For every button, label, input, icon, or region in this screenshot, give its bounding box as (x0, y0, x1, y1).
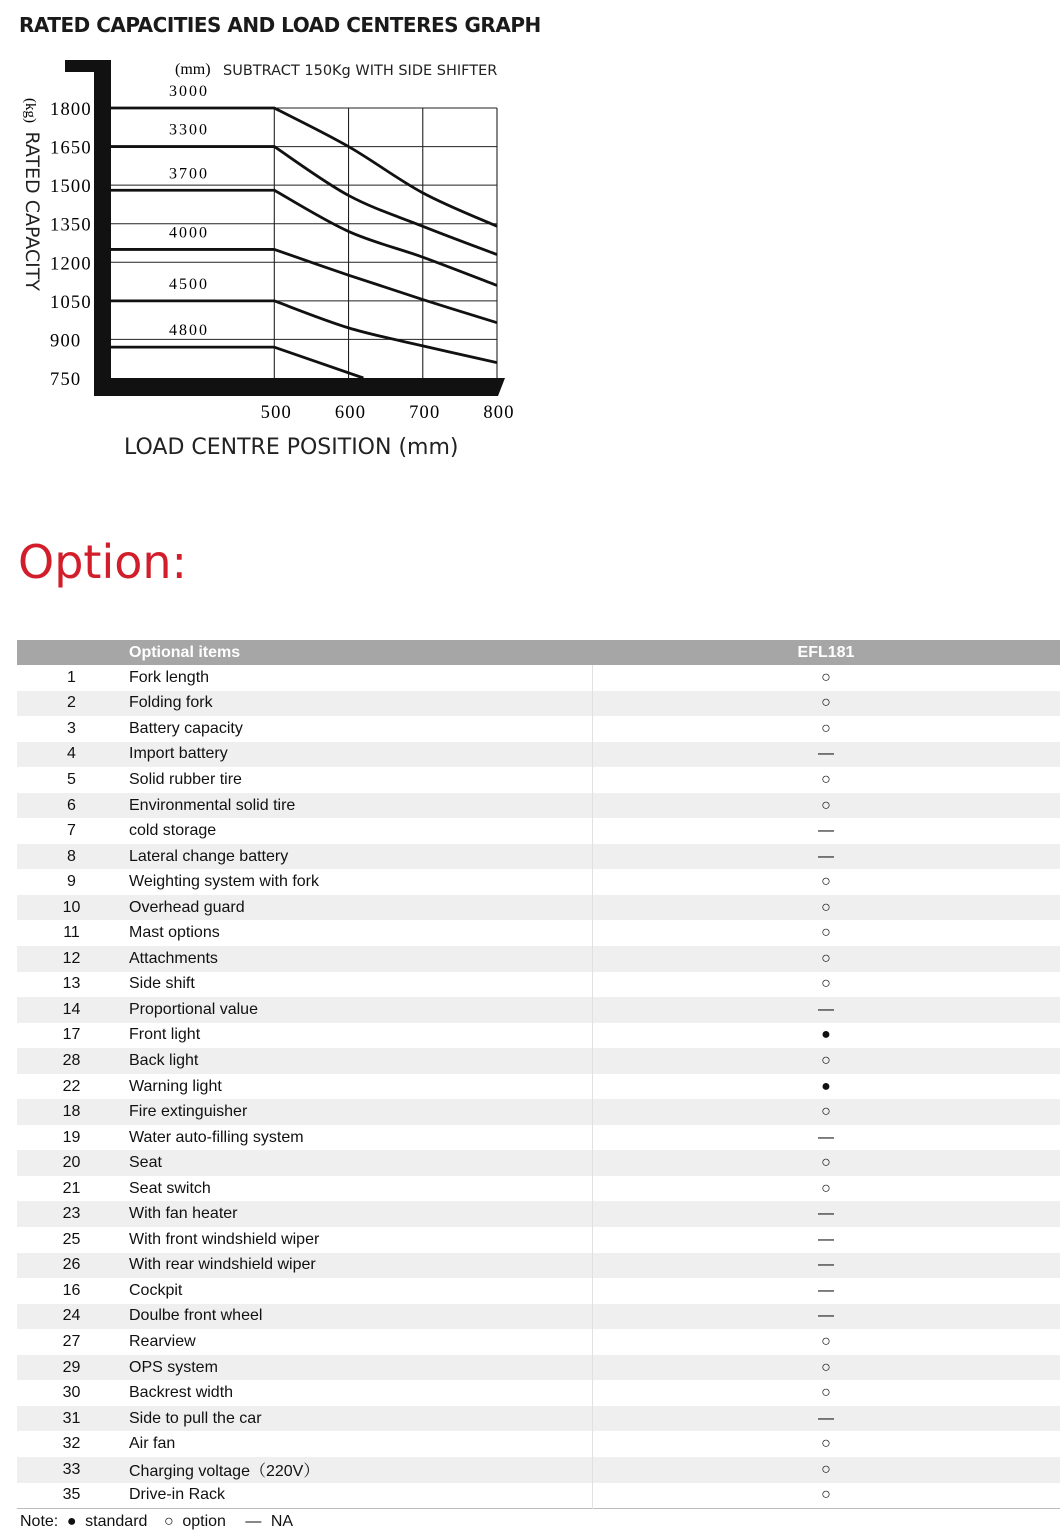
row-value: ○ (592, 972, 1060, 998)
row-item: Weighting system with fork (126, 869, 592, 895)
table-row (17, 1355, 1060, 1381)
series-label: 4000 (169, 224, 209, 242)
table-row (17, 1483, 1060, 1509)
row-number: 19 (62, 1128, 81, 1146)
row-number: 33 (17, 1457, 126, 1483)
row-value: — (592, 1304, 1060, 1330)
row-value: ○ (592, 946, 1060, 972)
row-item: Attachments (126, 946, 592, 972)
row-value: ○ (592, 1380, 1060, 1406)
row-value: — (592, 1125, 1060, 1151)
table-row (17, 1074, 1060, 1100)
row-number: 35 (62, 1486, 81, 1504)
row-value: — (592, 844, 1060, 870)
capacity-chart (0, 44, 540, 474)
y-tick-label: 1500 (50, 177, 92, 198)
table-row (17, 1253, 1060, 1279)
legend-note-cell (17, 1509, 1060, 1535)
table-row (17, 946, 1060, 972)
table-row (17, 844, 1060, 870)
graph-title: RATED CAPACITIES AND LOAD CENTERES GRAPH (19, 13, 541, 37)
row-number: 27 (62, 1332, 81, 1350)
row-item: Proportional value (126, 997, 592, 1023)
row-number: 23 (17, 1201, 126, 1227)
side-shifter-note: SUBTRACT 150Kg WITH SIDE SHIFTER (223, 63, 498, 79)
series-label: 3000 (169, 83, 209, 100)
x-axis-title: LOAD CENTRE POSITION (mm) (124, 435, 459, 460)
y-tick-label: 1050 (50, 292, 92, 313)
row-number: 10 (17, 895, 126, 921)
row-value: — (592, 1406, 1060, 1432)
table-row (17, 818, 1060, 844)
row-number: 2 (17, 691, 126, 717)
table-row (17, 1048, 1060, 1074)
option-symbol: ○ (164, 1512, 174, 1530)
table-row (17, 793, 1060, 819)
row-item: Water auto-filling system (126, 1125, 592, 1151)
row-value: ○ (592, 1150, 1060, 1176)
table-row (17, 920, 1060, 946)
row-item: Environmental solid tire (126, 793, 592, 819)
chart-frame-shape (65, 60, 505, 396)
row-item: Doulbe front wheel (126, 1304, 592, 1330)
series-line-4800 (111, 347, 363, 378)
row-item: Battery capacity (126, 716, 592, 742)
table-row (17, 1304, 1060, 1330)
row-value: — (592, 742, 1060, 768)
x-tick-label: 600 (334, 403, 367, 423)
table-row (17, 1150, 1060, 1176)
row-number: 17 (62, 1026, 81, 1044)
row-item: Fire extinguisher (126, 1099, 592, 1125)
row-value: ● (592, 1074, 1060, 1100)
row-item: Charging voltage（220V） (126, 1457, 592, 1483)
table-row (17, 1125, 1060, 1151)
note-label: Note: (20, 1512, 59, 1530)
table-row (17, 1201, 1060, 1227)
y-tick-label: 750 (50, 370, 82, 390)
row-item: OPS system (126, 1355, 592, 1381)
row-value: ○ (592, 691, 1060, 717)
header-optional-items: Optional items (126, 640, 592, 665)
row-value: ○ (592, 793, 1060, 819)
table-row (17, 895, 1060, 921)
row-value: — (592, 818, 1060, 844)
row-number: 20 (17, 1150, 126, 1176)
table-row (17, 1227, 1060, 1253)
y-tick-label: 1650 (50, 138, 92, 159)
table-row (17, 1431, 1060, 1457)
row-value: — (592, 1201, 1060, 1227)
x-tick-label: 800 (483, 403, 515, 423)
options-table-header (17, 640, 1060, 665)
option-title: Option: (18, 535, 188, 589)
row-number: 18 (17, 1099, 126, 1125)
table-row (17, 1457, 1060, 1483)
option-text: option (182, 1512, 226, 1530)
row-item: Overhead guard (126, 895, 592, 921)
y-tick-label: 1800 (50, 100, 92, 120)
row-item: Fork length (126, 665, 592, 691)
row-item: Lateral change battery (126, 844, 592, 870)
row-number: 8 (17, 844, 126, 870)
series-label: 4500 (169, 275, 209, 293)
row-item: Solid rubber tire (126, 767, 592, 793)
row-item: With fan heater (126, 1201, 592, 1227)
row-value: ○ (592, 895, 1060, 921)
row-value: ○ (592, 1355, 1060, 1381)
row-item: Air fan (126, 1431, 592, 1457)
row-number: 29 (17, 1355, 126, 1381)
header-no (17, 640, 126, 665)
row-number: 4 (17, 742, 126, 768)
row-number: 25 (62, 1230, 81, 1248)
row-item: With rear windshield wiper (126, 1253, 592, 1279)
row-item: Side shift (126, 972, 592, 998)
row-number: 24 (17, 1304, 126, 1330)
row-item: Seat (126, 1150, 592, 1176)
table-row (17, 972, 1060, 998)
row-item: Front light (126, 1023, 592, 1049)
header-model: EFL181 (592, 640, 1060, 665)
row-item: Folding fork (126, 691, 592, 717)
mast-height-unit: (mm) (175, 61, 211, 78)
y-tick-label: 1200 (50, 254, 92, 275)
table-row (17, 1406, 1060, 1432)
row-number: 13 (62, 975, 81, 993)
series-label: 3700 (169, 165, 209, 183)
row-number: 32 (62, 1435, 81, 1453)
row-value: — (592, 997, 1060, 1023)
y-tick-label: 900 (50, 331, 82, 352)
row-number: 22 (62, 1077, 81, 1095)
row-item: Seat switch (126, 1176, 592, 1202)
row-number: 16 (62, 1281, 81, 1299)
row-item: Rearview (126, 1329, 592, 1355)
table-row (17, 997, 1060, 1023)
row-item: Drive-in Rack (126, 1483, 592, 1509)
table-row (17, 1099, 1060, 1125)
row-value: ○ (592, 1048, 1060, 1074)
standard-text: standard (85, 1512, 148, 1530)
row-item: Warning light (126, 1074, 592, 1100)
row-number: 28 (17, 1048, 126, 1074)
row-item: Back light (126, 1048, 592, 1074)
row-item: Side to pull the car (126, 1406, 592, 1432)
row-value: ○ (592, 665, 1060, 691)
row-value: ○ (592, 1099, 1060, 1125)
row-value: ○ (592, 920, 1060, 946)
table-row (17, 742, 1060, 768)
series-label: 3300 (169, 121, 209, 139)
na-symbol: — (245, 1512, 262, 1530)
row-number: 12 (17, 946, 126, 972)
row-number: 6 (17, 793, 126, 819)
row-value: — (592, 1278, 1060, 1304)
row-value: ○ (592, 1176, 1060, 1202)
legend-note (17, 1509, 1060, 1535)
row-number: 1 (67, 668, 76, 686)
row-value: ○ (592, 716, 1060, 742)
row-number: 3 (67, 719, 76, 737)
table-row (17, 691, 1060, 717)
options-table (17, 640, 1060, 1535)
row-number: 7 (67, 822, 76, 840)
row-item: cold storage (126, 818, 592, 844)
table-row (17, 1176, 1060, 1202)
table-row (17, 869, 1060, 895)
row-item: Backrest width (126, 1380, 592, 1406)
table-row (17, 1380, 1060, 1406)
row-value: ○ (592, 1329, 1060, 1355)
row-number: 26 (17, 1253, 126, 1279)
table-row (17, 1023, 1060, 1049)
table-row (17, 716, 1060, 742)
y-tick-label: 1350 (50, 215, 92, 236)
options-table-body (17, 665, 1060, 1535)
table-row (17, 1329, 1060, 1355)
y-axis-title (21, 98, 43, 291)
row-item: Import battery (126, 742, 592, 768)
row-item: Mast options (126, 920, 592, 946)
row-number: 31 (17, 1406, 126, 1432)
na-text: NA (270, 1512, 294, 1530)
y-axis-unit: (kg) (22, 98, 38, 123)
row-number: 11 (63, 924, 80, 942)
row-number: 9 (67, 873, 76, 891)
table-row (17, 665, 1060, 691)
row-value: ○ (592, 1457, 1060, 1483)
row-number: 5 (67, 770, 76, 788)
standard-symbol: ● (66, 1512, 77, 1530)
row-item: Cockpit (126, 1278, 592, 1304)
row-item: With front windshield wiper (126, 1227, 592, 1253)
table-row (17, 1278, 1060, 1304)
row-value: ○ (592, 767, 1060, 793)
row-value: ○ (592, 869, 1060, 895)
row-value: — (592, 1227, 1060, 1253)
row-number: 21 (62, 1179, 81, 1197)
table-row (17, 767, 1060, 793)
x-tick-label: 500 (260, 403, 292, 423)
chart-frame (65, 60, 505, 396)
row-value: ○ (592, 1431, 1060, 1457)
x-tick-label: 700 (409, 403, 441, 423)
y-axis-label: RATED CAPACITY (21, 131, 43, 291)
row-value: ○ (592, 1483, 1060, 1509)
row-number: 30 (62, 1384, 81, 1402)
row-value: ● (592, 1023, 1060, 1049)
row-number: 14 (17, 997, 126, 1023)
row-value: — (592, 1253, 1060, 1279)
series-label: 4800 (169, 322, 209, 340)
